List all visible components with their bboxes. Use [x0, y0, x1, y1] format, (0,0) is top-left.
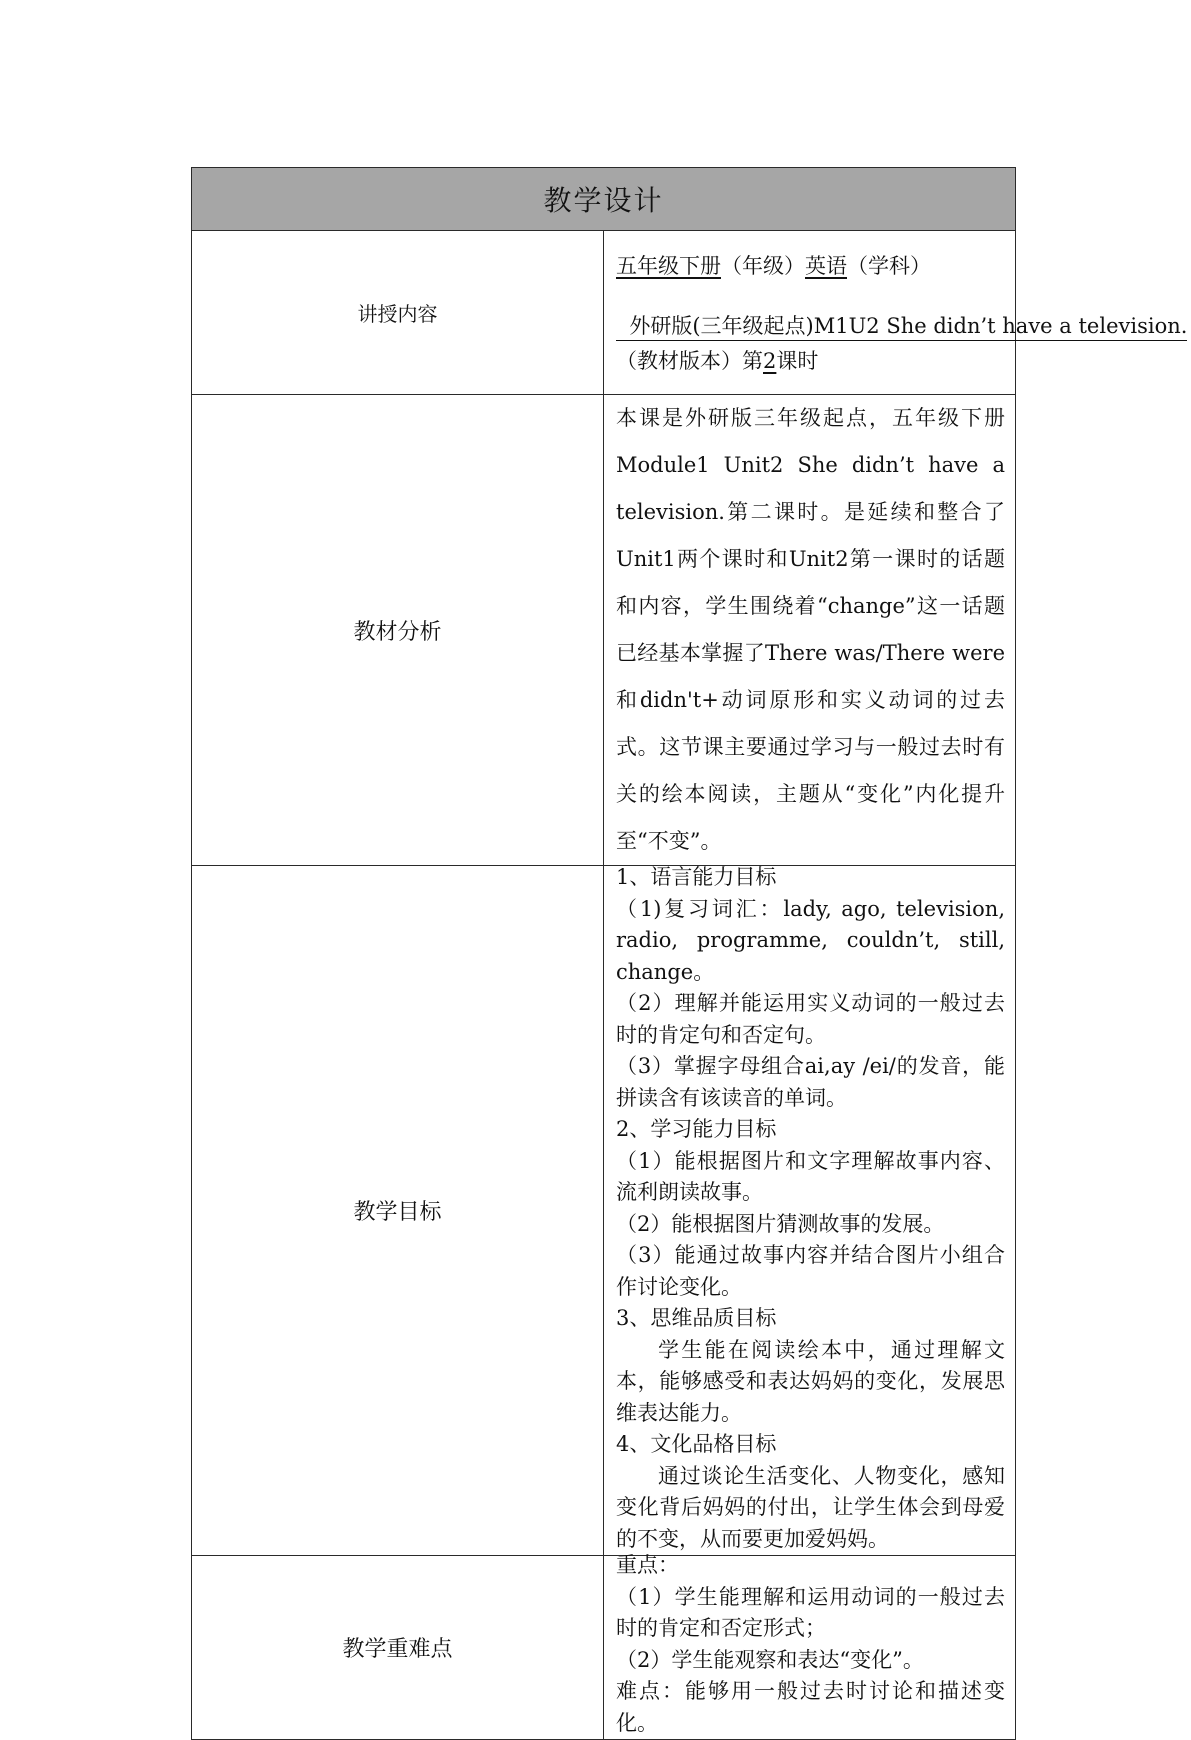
label-key-difficult-points: 教学重难点 [192, 1556, 604, 1740]
teaching-design-table [191, 167, 1188, 1740]
goal-heading-culture: 4、文化品格目标 [616, 1432, 777, 1456]
difficult-point-item: 难点：能够用一般过去时讨论和描述变化。 [616, 1679, 1005, 1735]
textbook-text: 外研版(三年级起点)M1U2 She didn’t have a television. [629, 314, 1188, 338]
goal-item: （1）能根据图片和文字理解故事内容、流利朗读故事。 [616, 1148, 1005, 1204]
label-material-analysis: 教材分析 [192, 395, 604, 866]
goal-item: （3）掌握字母组合ai,ay /ei/的发音，能拼读含有该读音的单词。 [616, 1054, 1005, 1110]
goal-item: （2）理解并能运用实义动词的一般过去时的肯定句和否定句。 [616, 991, 1005, 1047]
teaching-goals-cell [604, 866, 1016, 1556]
textbook-suffix: （教材版本）第 [616, 349, 763, 373]
material-analysis-text: 本课是外研版三年级起点，五年级下册Module1 Unit2 She didn’t have a television.第二课时。是延续和整合了Unit1两个课时和Unit2第一课时的话题和内容，学生围绕着“change”这一话题已经基本掌握了There was/There were和didn't+动词原形和实义动词的过去式。这节课主要通过学习与一般过去时有关的绘本阅读，主题从“变化”内化提升至“不变”。 [604, 395, 1016, 866]
goal-item: （3）能通过故事内容并结合图片小组合作讨论变化。 [616, 1243, 1005, 1299]
grade-subject-line [616, 251, 1005, 281]
goal-heading-language: 1、语言能力目标 [616, 865, 777, 889]
label-teaching-goals-text: 教学目标 [353, 1200, 442, 1225]
key-point-item: （2）学生能观察和表达“变化”。 [616, 1647, 924, 1672]
lesson-suffix: 课时 [776, 349, 819, 373]
textbook-line [616, 311, 1188, 341]
row-lesson-content [192, 231, 1016, 395]
key-difficult-points-cell [604, 1553, 1016, 1740]
row-teaching-goals [192, 866, 1016, 1556]
goal-item: （2）能根据图片猜测故事的发展。 [616, 1211, 945, 1236]
label-teaching-goals [192, 866, 604, 1556]
lesson-number: 2 [763, 349, 777, 373]
grade-suffix: （年级） [721, 254, 805, 278]
goal-heading-thinking: 3、思维品质目标 [616, 1306, 777, 1330]
label-lesson-content: 讲授内容 [192, 231, 604, 395]
lesson-content-cell [604, 231, 1188, 395]
goal-heading-learning: 2、学习能力目标 [616, 1117, 777, 1141]
subject-suffix: （学科） [847, 254, 931, 278]
goal-item: 通过谈论生活变化、人物变化，感知变化背后妈妈的付出，让学生体会到母爱的不变，从而要更加爱妈妈。 [616, 1463, 1005, 1551]
goal-item: （1)复习词汇：lady, ago, television, radio, programme, couldn’t, still, change。 [616, 896, 1005, 984]
row-key-difficult-points [192, 1556, 1016, 1740]
grade-value: 五年级下册 [616, 254, 721, 278]
subject-value: 英语 [805, 254, 847, 278]
goal-item: 学生能在阅读绘本中，通过理解文本，能够感受和表达妈妈的变化，发展思维表达能力。 [616, 1337, 1005, 1425]
table-title: 教学设计 [192, 168, 1016, 231]
key-points-heading: 重点： [616, 1553, 679, 1577]
lesson-line [616, 346, 1005, 376]
row-material-analysis [192, 395, 1016, 866]
textbook-value [616, 313, 1187, 341]
key-point-item: （1）学生能理解和运用动词的一般过去时的肯定和否定形式； [616, 1584, 1005, 1640]
